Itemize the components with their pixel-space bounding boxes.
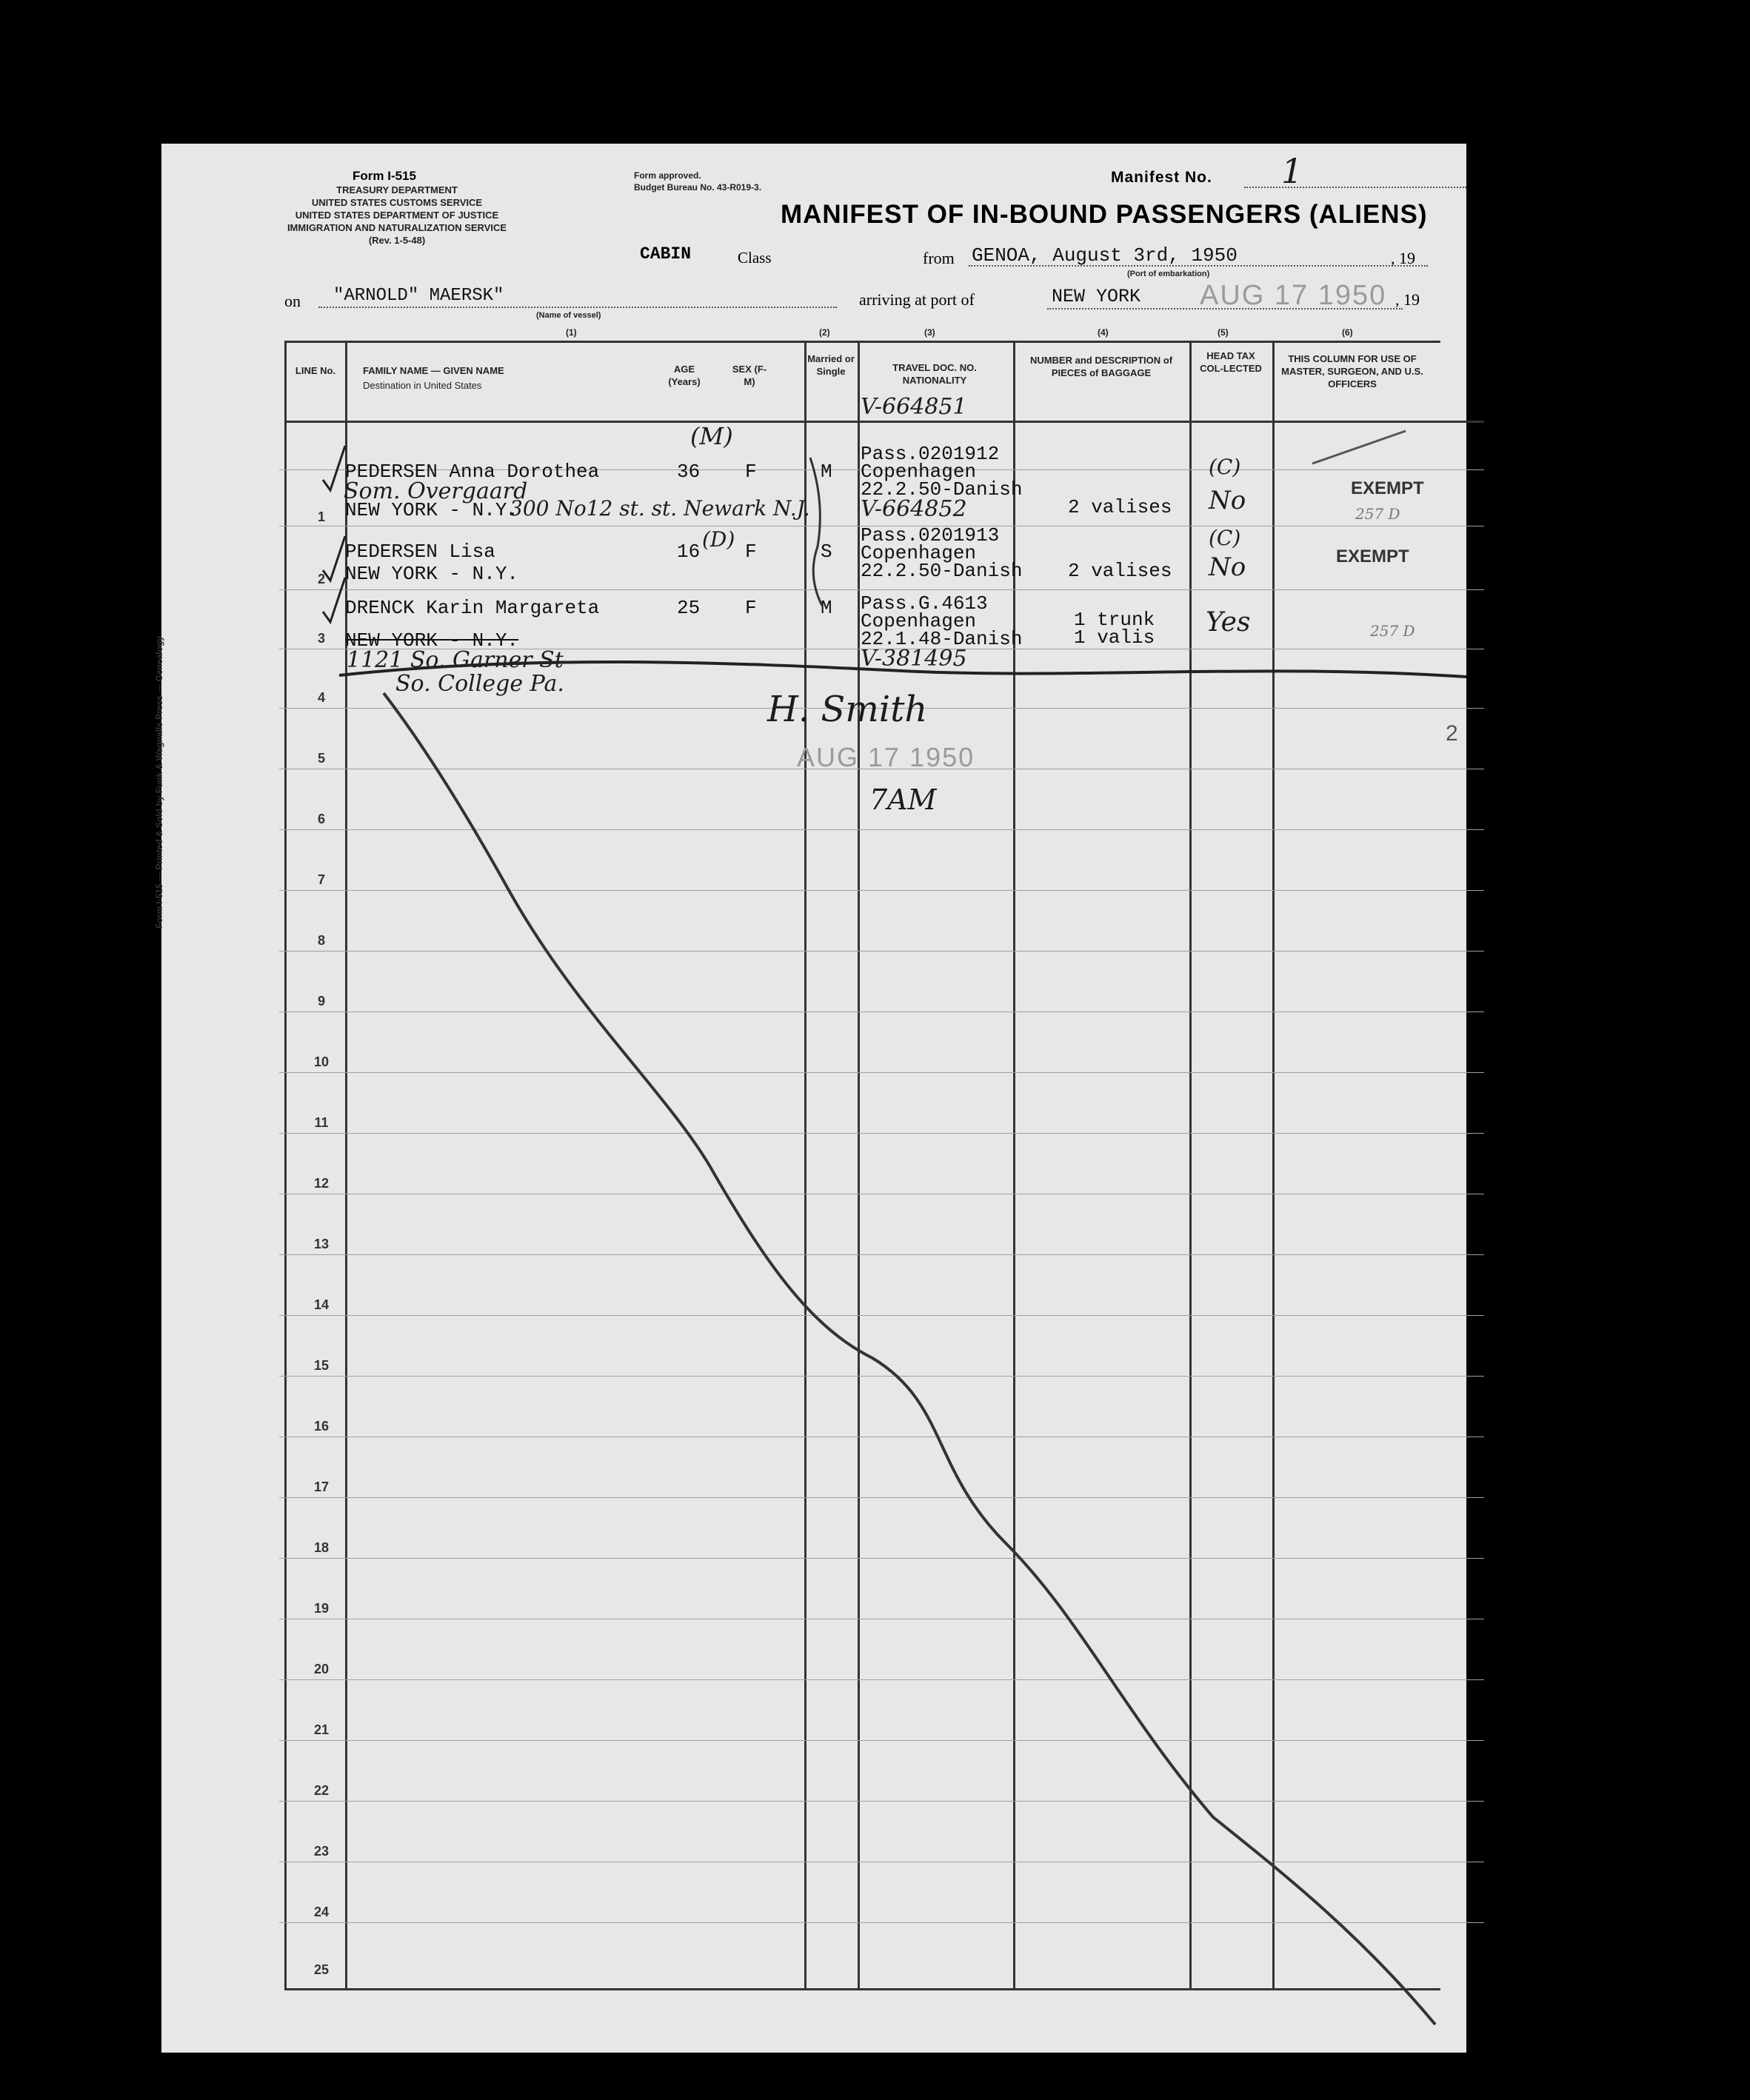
travel-doc-line: Copenhagen [861, 542, 977, 564]
travel-doc-line: Pass.G.4613 [861, 592, 988, 615]
on-label: on [284, 292, 301, 310]
passenger-marital: S [821, 541, 832, 563]
col-num-5: (5) [1218, 327, 1229, 338]
embarkation-note: (Port of embarkation) [1127, 270, 1210, 278]
age-note: (D) [702, 527, 735, 552]
arrival-date-stamp: AUG 17 1950 [1200, 280, 1387, 311]
visa-number: V-664851 [861, 394, 967, 420]
embarkation-value: GENOA, August 3rd, 1950 [972, 244, 1238, 267]
line-number: 3 [317, 631, 325, 646]
baggage-line: 1 trunk [1074, 609, 1155, 631]
manifest-page [154, 144, 1466, 2053]
col-header-destination: Destination in United States [363, 380, 482, 391]
col-num-3: (3) [924, 327, 935, 338]
passenger-sex: F [745, 541, 757, 563]
line-number: 2 [317, 572, 325, 586]
passenger-marital: M [821, 597, 832, 619]
arrival-port: NEW YORK [1052, 286, 1141, 307]
col-header-name: FAMILY NAME — GIVEN NAME [363, 365, 504, 376]
age-note: (M) [690, 422, 733, 450]
passenger-address: 300 No12 st. st. Newark N.J. [510, 496, 810, 521]
line-number: 17 [313, 1479, 330, 1494]
passenger-note: Som. Overgaard [344, 478, 528, 504]
officers-note: 257 D [1370, 622, 1415, 640]
arriving-label: arriving at port of [859, 290, 975, 309]
line-number: 22 [313, 1783, 330, 1798]
line-number: 6 [317, 812, 325, 826]
passenger-destination: NEW YORK - N.Y. [345, 563, 519, 585]
col-header-age: AGE (Years) [668, 364, 701, 387]
travel-doc-line: 22.2.50-Danish [861, 478, 1023, 501]
visa-number: V-381495 [861, 646, 967, 672]
officers-pen-stroke [1312, 431, 1406, 464]
line-number: 21 [313, 1722, 330, 1737]
check-mark [323, 446, 345, 490]
baggage: 2 valises [1068, 496, 1172, 518]
manifest-no-label: Manifest No. [1111, 169, 1212, 186]
form-title: MANIFEST OF IN-BOUND PASSENGERS (ALIENS) [781, 200, 1428, 229]
passenger-name: PEDERSEN Lisa [345, 541, 495, 563]
col-header-headtax: HEAD TAX COL-LECTED [1200, 350, 1262, 374]
headtax-note: (C) [1209, 455, 1241, 479]
col-num-2: (2) [819, 327, 830, 338]
passenger-name: PEDERSEN Anna Dorothea [345, 461, 600, 483]
travel-doc-line: Copenhagen [861, 610, 977, 632]
inspector-signature: H. Smith [767, 689, 928, 730]
travel-doc-line: 22.1.48-Danish [861, 628, 1023, 650]
manifest-no-value: 1 [1281, 151, 1303, 191]
passenger-address-2: So. College Pa. [395, 671, 564, 697]
agency-line: IMMIGRATION AND NATURALIZATION SERVICE [287, 222, 507, 233]
travel-doc-line: 22.2.50-Danish [861, 560, 1023, 582]
check-mark [323, 578, 345, 622]
line-number: 4 [317, 690, 325, 705]
cancellation-line [339, 662, 1466, 678]
headtax-collected: No [1209, 552, 1246, 582]
passenger-marital: M [821, 461, 832, 483]
line-number: 13 [313, 1237, 330, 1251]
line-number: 24 [313, 1905, 330, 1919]
baggage-line: 1 valis [1074, 626, 1155, 649]
from-label: from [923, 249, 955, 267]
margin-count: 2 [1446, 721, 1458, 746]
passenger-age: 36 [677, 461, 701, 483]
form-approved: Form approved. [634, 170, 701, 181]
line-number: 19 [313, 1601, 330, 1616]
year-label-2: , 19 [1395, 290, 1420, 309]
revision-date: (Rev. 1-5-48) [368, 235, 426, 246]
agency-line: UNITED STATES DEPARTMENT OF JUSTICE [295, 210, 499, 221]
passenger-address: 1121 So. Garner St [347, 647, 564, 673]
passenger-destination: NEW YORK - N.Y. [345, 629, 519, 652]
side-imprint: Form I-515 — Printed & Sold by Funk & Wagnalls Press — Genealogy [154, 636, 164, 929]
line-number: 18 [313, 1540, 330, 1555]
passenger-name: DRENCK Karin Margareta [345, 597, 600, 619]
vessel-name: "ARNOLD" MAERSK" [333, 286, 504, 306]
passenger-sex: F [745, 461, 757, 483]
check-mark [323, 536, 345, 581]
line-number: 5 [317, 751, 325, 766]
headtax-collected: Yes [1206, 607, 1251, 638]
officers-status: EXEMPT [1336, 546, 1409, 566]
line-number: 12 [313, 1176, 330, 1191]
agency-line: UNITED STATES CUSTOMS SERVICE [311, 197, 483, 208]
col-num-4: (4) [1098, 327, 1109, 338]
diagonal-cancel-stroke [384, 693, 1435, 2024]
inspection-time: 7AM [869, 783, 937, 816]
col-header-sex: SEX (F-M) [732, 364, 767, 387]
col-header-officers: THIS COLUMN FOR USE OF MASTER, SURGEON, AND U.S. OFFICERS [1281, 353, 1423, 389]
line-number: 8 [317, 933, 325, 948]
pen-marks [161, 144, 1466, 2053]
baggage: 2 valises [1068, 560, 1172, 582]
travel-doc-line: Pass.0201912 [861, 443, 1000, 465]
agency-line: TREASURY DEPARTMENT [336, 184, 458, 195]
headtax-note: (C) [1209, 526, 1241, 550]
line-number: 23 [313, 1844, 330, 1859]
col-num-1: (1) [566, 327, 577, 338]
travel-doc-line: Pass.0201913 [861, 524, 1000, 546]
line-number: 1 [317, 509, 325, 524]
col-header-travel: TRAVEL DOC. NO. NATIONALITY [892, 362, 977, 386]
passenger-age: 25 [677, 597, 701, 619]
col-header-baggage: NUMBER and DESCRIPTION of PIECES of BAGGAGE [1029, 355, 1173, 378]
passenger-destination: NEW YORK - N.Y. [345, 499, 519, 521]
passenger-sex: F [745, 597, 757, 619]
line-number: 9 [317, 994, 325, 1009]
class-label: Class [738, 249, 772, 267]
line-number: 7 [317, 872, 325, 887]
line-number: 11 [314, 1115, 329, 1130]
col-num-6: (6) [1342, 327, 1353, 338]
line-number: 10 [313, 1054, 330, 1069]
headtax-collected: No [1209, 486, 1246, 515]
passenger-age: 16 [677, 541, 701, 563]
line-number: 25 [313, 1962, 330, 1977]
officers-note: 257 D [1355, 505, 1400, 523]
line-number: 20 [313, 1662, 330, 1676]
travel-doc-line: Copenhagen [861, 461, 977, 483]
col-header-line: LINE No. [295, 365, 336, 376]
form-number: Form I-515 [353, 169, 416, 183]
vessel-note: (Name of vessel) [536, 311, 601, 320]
line-number: 15 [313, 1358, 330, 1373]
class-value: CABIN [640, 244, 692, 264]
marital-bracket [810, 458, 822, 606]
line-number: 16 [313, 1419, 330, 1434]
col-header-married: Married or Single [807, 353, 855, 377]
year-label: , 19 [1391, 249, 1415, 267]
visa-number: V-664852 [861, 496, 967, 522]
line-number: 14 [313, 1297, 330, 1312]
budget-bureau: Budget Bureau No. 43-R019-3. [634, 182, 762, 193]
inspection-date-stamp: AUG 17 1950 [797, 742, 975, 772]
officers-status: EXEMPT [1351, 478, 1424, 498]
